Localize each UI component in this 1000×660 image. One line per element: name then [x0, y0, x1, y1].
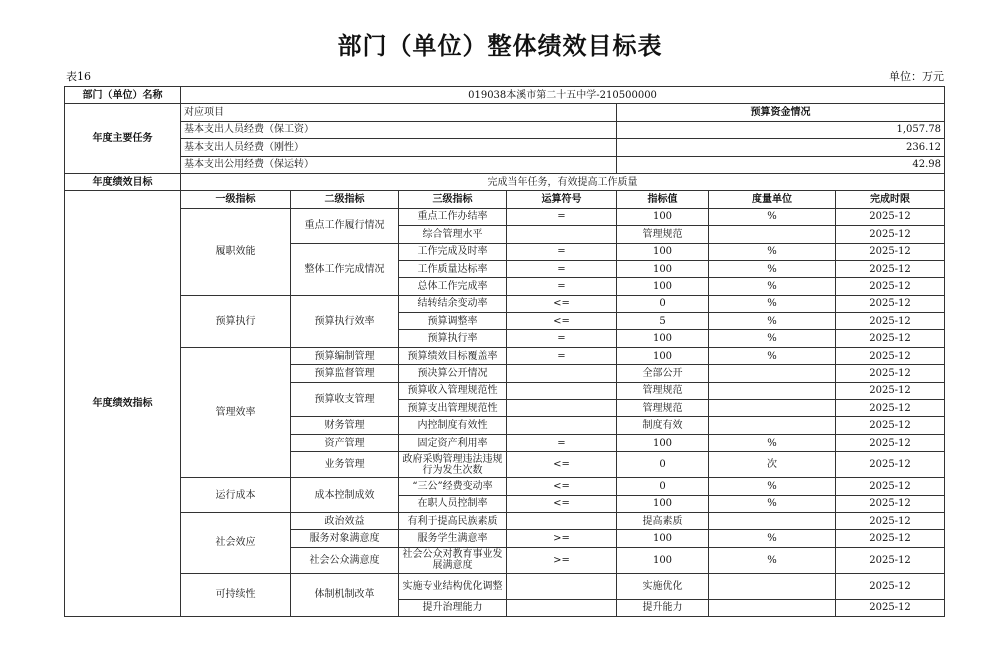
measure-unit: % — [709, 295, 836, 312]
deadline: 2025-12 — [836, 530, 945, 547]
level3-indicator: “三公”经费变动率 — [399, 478, 507, 495]
dept-value: 019038本溪市第二十五中学-210500000 — [181, 87, 945, 104]
level2-indicator: 成本控制成效 — [291, 478, 399, 513]
operator: <= — [507, 478, 617, 495]
level3-indicator: 服务学生满意率 — [399, 530, 507, 547]
measure-unit: % — [709, 478, 836, 495]
operator — [507, 226, 617, 243]
level3-indicator: 工作质量达标率 — [399, 260, 507, 277]
target-value: 100 — [617, 530, 709, 547]
operator: = — [507, 260, 617, 277]
level3-indicator: 重点工作办结率 — [399, 208, 507, 225]
target-value: 100 — [617, 243, 709, 260]
target-value: 100 — [617, 434, 709, 451]
measure-unit: % — [709, 313, 836, 330]
header-level3: 三级指标 — [399, 191, 507, 208]
target-value: 100 — [617, 347, 709, 364]
operator: = — [507, 243, 617, 260]
level1-indicator: 履职效能 — [181, 208, 291, 295]
indicator-header-row — [65, 191, 945, 208]
operator: = — [507, 434, 617, 451]
deadline: 2025-12 — [836, 347, 945, 364]
unit-label: 单位：万元 — [889, 70, 944, 83]
deadline: 2025-12 — [836, 278, 945, 295]
level3-indicator: 预决算公开情况 — [399, 365, 507, 382]
deadline: 2025-12 — [836, 243, 945, 260]
target-value: 100 — [617, 260, 709, 277]
level2-indicator: 业务管理 — [291, 452, 399, 478]
level1-indicator: 可持续性 — [181, 573, 291, 616]
annual-tasks-label: 年度主要任务 — [65, 104, 181, 174]
measure-unit: % — [709, 347, 836, 364]
level3-indicator: 综合管理水平 — [399, 226, 507, 243]
target-value: 5 — [617, 313, 709, 330]
deadline: 2025-12 — [836, 260, 945, 277]
operator: <= — [507, 495, 617, 512]
deadline: 2025-12 — [836, 573, 945, 599]
level2-indicator: 预算编制管理 — [291, 347, 399, 364]
level2-indicator: 社会公众满意度 — [291, 547, 399, 573]
operator: <= — [507, 452, 617, 478]
level3-indicator: 预算执行率 — [399, 330, 507, 347]
target-value: 管理规范 — [617, 400, 709, 417]
header-level2: 二级指标 — [291, 191, 399, 208]
measure-unit: 次 — [709, 452, 836, 478]
operator — [507, 599, 617, 616]
level2-indicator: 财务管理 — [291, 417, 399, 434]
measure-unit — [709, 382, 836, 399]
level3-indicator: 社会公众对教育事业发展满意度 — [399, 547, 507, 573]
level2-indicator: 整体工作完成情况 — [291, 243, 399, 295]
target-value: 制度有效 — [617, 417, 709, 434]
operator — [507, 365, 617, 382]
measure-unit: % — [709, 434, 836, 451]
measure-unit — [709, 573, 836, 599]
target-value: 提升能力 — [617, 599, 709, 616]
measure-unit: % — [709, 260, 836, 277]
measure-unit: % — [709, 208, 836, 225]
page-title: 部门（单位）整体绩效目标表 — [337, 32, 663, 60]
target-value: 管理规范 — [617, 226, 709, 243]
task-amount: 1,057.78 — [617, 121, 945, 138]
operator — [507, 512, 617, 529]
target-value: 全部公开 — [617, 365, 709, 382]
deadline: 2025-12 — [836, 547, 945, 573]
budget-header: 预算资金情况 — [617, 104, 945, 121]
level3-indicator: 结转结余变动率 — [399, 295, 507, 312]
level3-indicator: 预算绩效目标覆盖率 — [399, 347, 507, 364]
target-value: 0 — [617, 478, 709, 495]
indicator-row — [65, 208, 945, 225]
dept-label: 部门（单位）名称 — [65, 87, 181, 104]
target-value: 100 — [617, 547, 709, 573]
operator: <= — [507, 295, 617, 312]
level3-indicator: 政府采购管理违法违规行为发生次数 — [399, 452, 507, 478]
indicator-row — [65, 295, 945, 312]
measure-unit — [709, 226, 836, 243]
target-value: 管理规范 — [617, 382, 709, 399]
measure-unit — [709, 599, 836, 616]
task-amount: 236.12 — [617, 139, 945, 156]
task-item: 基本支出公用经费（保运转） — [181, 156, 617, 173]
header-deadline: 完成时限 — [836, 191, 945, 208]
annual-goal-value: 完成当年任务，有效提高工作质量 — [181, 173, 945, 190]
annual-goal-row — [65, 173, 945, 190]
measure-unit: % — [709, 278, 836, 295]
task-row — [65, 121, 945, 138]
target-value: 0 — [617, 295, 709, 312]
level3-indicator: 工作完成及时率 — [399, 243, 507, 260]
measure-unit — [709, 400, 836, 417]
deadline: 2025-12 — [836, 226, 945, 243]
level3-indicator: 预算支出管理规范性 — [399, 400, 507, 417]
operator: = — [507, 330, 617, 347]
table-number: 表16 — [66, 70, 91, 83]
annual-goal-label: 年度绩效目标 — [65, 173, 181, 190]
target-value: 100 — [617, 495, 709, 512]
header-operator: 运算符号 — [507, 191, 617, 208]
level3-indicator: 提升治理能力 — [399, 599, 507, 616]
level3-indicator: 预算收入管理规范性 — [399, 382, 507, 399]
level3-indicator: 有利于提高民族素质 — [399, 512, 507, 529]
indicator-row — [65, 347, 945, 364]
annual-tasks-header-row — [65, 104, 945, 121]
operator — [507, 573, 617, 599]
deadline: 2025-12 — [836, 417, 945, 434]
level1-indicator: 社会效应 — [181, 512, 291, 573]
level3-indicator: 固定资产利用率 — [399, 434, 507, 451]
operator — [507, 382, 617, 399]
level1-indicator: 运行成本 — [181, 478, 291, 513]
level2-indicator: 预算执行效率 — [291, 295, 399, 347]
measure-unit — [709, 417, 836, 434]
task-item-header: 对应项目 — [181, 104, 617, 121]
level2-indicator: 预算监督管理 — [291, 365, 399, 382]
deadline: 2025-12 — [836, 599, 945, 616]
deadline: 2025-12 — [836, 313, 945, 330]
level2-indicator: 重点工作履行情况 — [291, 208, 399, 243]
deadline: 2025-12 — [836, 400, 945, 417]
measure-unit: % — [709, 547, 836, 573]
measure-unit: % — [709, 243, 836, 260]
deadline: 2025-12 — [836, 512, 945, 529]
level2-indicator: 体制机制改革 — [291, 573, 399, 616]
level2-indicator: 资产管理 — [291, 434, 399, 451]
deadline: 2025-12 — [836, 495, 945, 512]
indicator-row — [65, 512, 945, 529]
header-unit: 度量单位 — [709, 191, 836, 208]
level3-indicator: 内控制度有效性 — [399, 417, 507, 434]
deadline: 2025-12 — [836, 478, 945, 495]
operator: = — [507, 278, 617, 295]
operator: = — [507, 208, 617, 225]
task-item: 基本支出人员经费（保工资） — [181, 121, 617, 138]
measure-unit — [709, 365, 836, 382]
level3-indicator: 实施专业结构优化调整 — [399, 573, 507, 599]
target-value: 100 — [617, 208, 709, 225]
operator — [507, 400, 617, 417]
indicator-row — [65, 573, 945, 599]
deadline: 2025-12 — [836, 382, 945, 399]
deadline: 2025-12 — [836, 365, 945, 382]
measure-unit — [709, 512, 836, 529]
measure-unit: % — [709, 495, 836, 512]
task-amount: 42.98 — [617, 156, 945, 173]
deadline: 2025-12 — [836, 208, 945, 225]
level2-indicator: 预算收支管理 — [291, 382, 399, 417]
deadline: 2025-12 — [836, 295, 945, 312]
task-row — [65, 139, 945, 156]
header-value: 指标值 — [617, 191, 709, 208]
indicators-label: 年度绩效指标 — [65, 191, 181, 617]
deadline: 2025-12 — [836, 330, 945, 347]
deadline: 2025-12 — [836, 434, 945, 451]
level1-indicator: 预算执行 — [181, 295, 291, 347]
operator: = — [507, 347, 617, 364]
target-value: 0 — [617, 452, 709, 478]
operator — [507, 417, 617, 434]
measure-unit: % — [709, 330, 836, 347]
level1-indicator: 管理效率 — [181, 347, 291, 477]
level3-indicator: 在职人员控制率 — [399, 495, 507, 512]
level3-indicator: 总体工作完成率 — [399, 278, 507, 295]
target-value: 100 — [617, 278, 709, 295]
task-item: 基本支出人员经费（刚性） — [181, 139, 617, 156]
target-value: 100 — [617, 330, 709, 347]
deadline: 2025-12 — [836, 452, 945, 478]
dept-row — [65, 87, 945, 104]
performance-target-table — [64, 86, 945, 617]
operator: <= — [507, 313, 617, 330]
target-value: 提高素质 — [617, 512, 709, 529]
task-row — [65, 156, 945, 173]
operator: >= — [507, 547, 617, 573]
target-value: 实施优化 — [617, 573, 709, 599]
level2-indicator: 服务对象满意度 — [291, 530, 399, 547]
indicator-row — [65, 478, 945, 495]
header-level1: 一级指标 — [181, 191, 291, 208]
level3-indicator: 预算调整率 — [399, 313, 507, 330]
level2-indicator: 政治效益 — [291, 512, 399, 529]
measure-unit: % — [709, 530, 836, 547]
operator: >= — [507, 530, 617, 547]
